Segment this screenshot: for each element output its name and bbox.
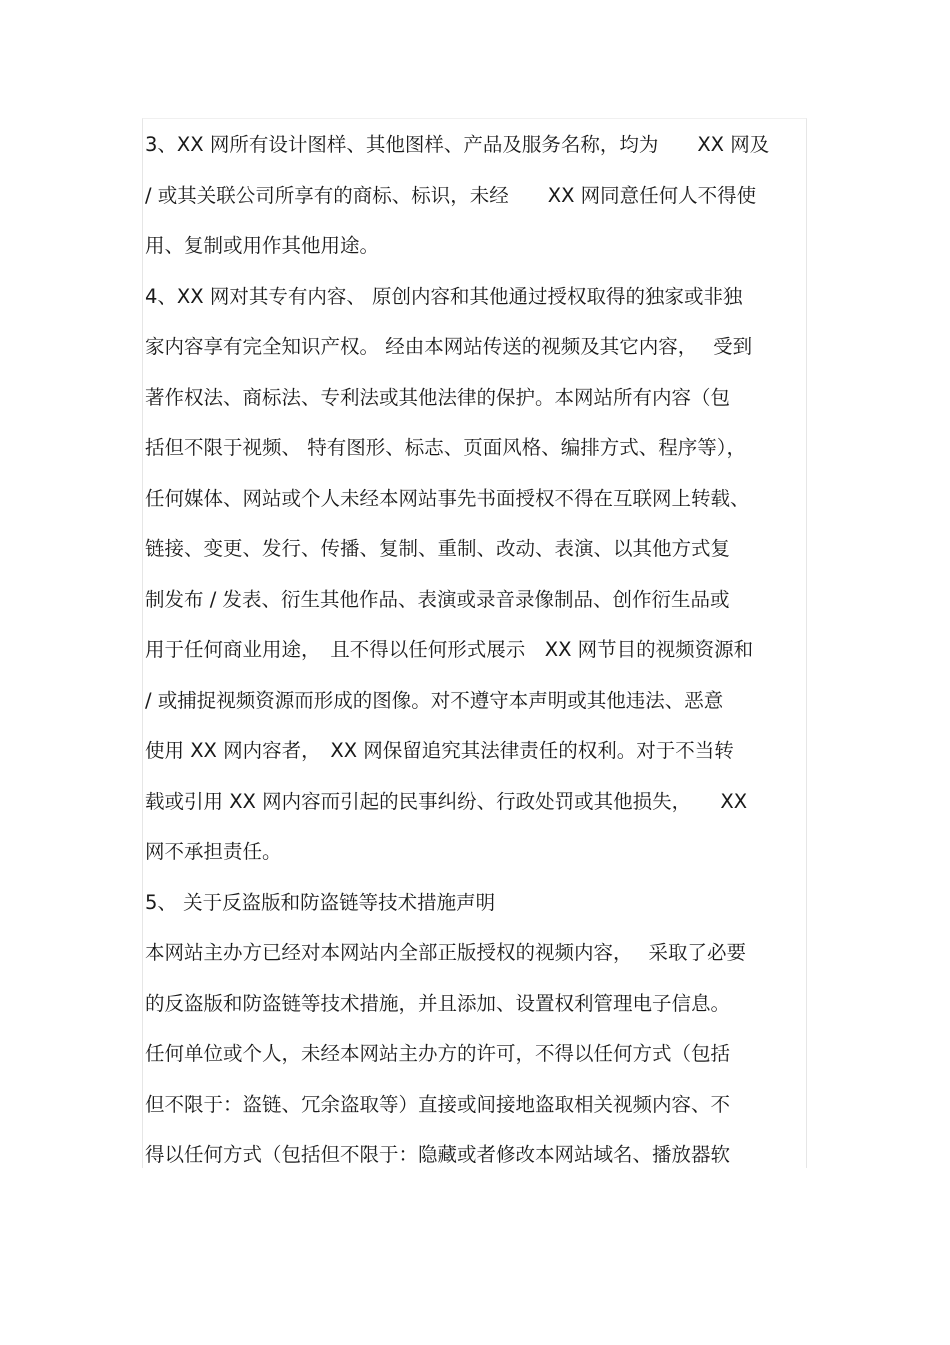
text-line: 的反盗版和防盗链等技术措施，并且添加、设置权利管理电子信息。 [145,991,731,1015]
text-line: 用、复制或用作其他用途。 [145,234,380,257]
text-line: 得以任何方式（包括但不限于：隐藏或者修改本网站域名、播放器软 [145,1143,731,1166]
text-line: 但不限于：盗链、冗余盗取等）直接或间接地盗取相关视频内容、不 [145,1092,731,1116]
text-line: 载或引用 XX 网内容而引起的民事纠纷、行政处罚或其他损失， XX [145,789,748,813]
text-line: 任何媒体、网站或个人未经本网站事先书面授权不得在互联网上转载、 [145,486,750,510]
text-line: / 或其关联公司所享有的商标、标识，未经 XX 网同意任何人不得使 [145,183,757,207]
text-line: 括但不限于视频、 特有图形、标志、页面风格、编排方式、程序等）， [145,436,746,459]
section-heading: 5、 关于反盗版和防盗链等技术措施声明 [145,890,496,914]
text-line: 链接、变更、发行、传播、复制、重制、改动、表演、以其他方式复 [145,537,731,560]
text-line: 使用 XX 网内容者， XX 网保留追究其法律责任的权利。对于不当转 [145,739,734,762]
text-line: 著作权法、商标法、专利法或其他法律的保护。本网站所有内容（包 [145,385,731,409]
text-line: 4、XX 网对其专有内容、 原创内容和其他通过授权取得的独家或非独 [145,284,743,308]
text-line: 制发布 / 发表、衍生其他作品、表演或录音录像制品、创作衍生品或 [145,587,730,611]
text-line: 本网站主办方已经对本网站内全部正版授权的视频内容， 采取了必要 [145,941,746,964]
text-line: 网不承担责任。 [145,840,282,863]
text-line: 任何单位或个人，未经本网站主办方的许可，不得以任何方式（包括 [145,1042,731,1065]
text-line: / 或捕捉视频资源而形成的图像。对不遵守本声明或其他违法、恶意 [145,688,724,712]
text-line: 用于任何商业用途， 且不得以任何形式展示 XX 网节目的视频资源和 [145,638,754,661]
text-line: 3、XX 网所有设计图样、其他图样、产品及服务名称，均为 XX 网及 [145,133,770,156]
text-line: 家内容享有完全知识产权。 经由本网站传送的视频及其它内容， 受到 [145,335,753,358]
document-body [145,126,813,1187]
